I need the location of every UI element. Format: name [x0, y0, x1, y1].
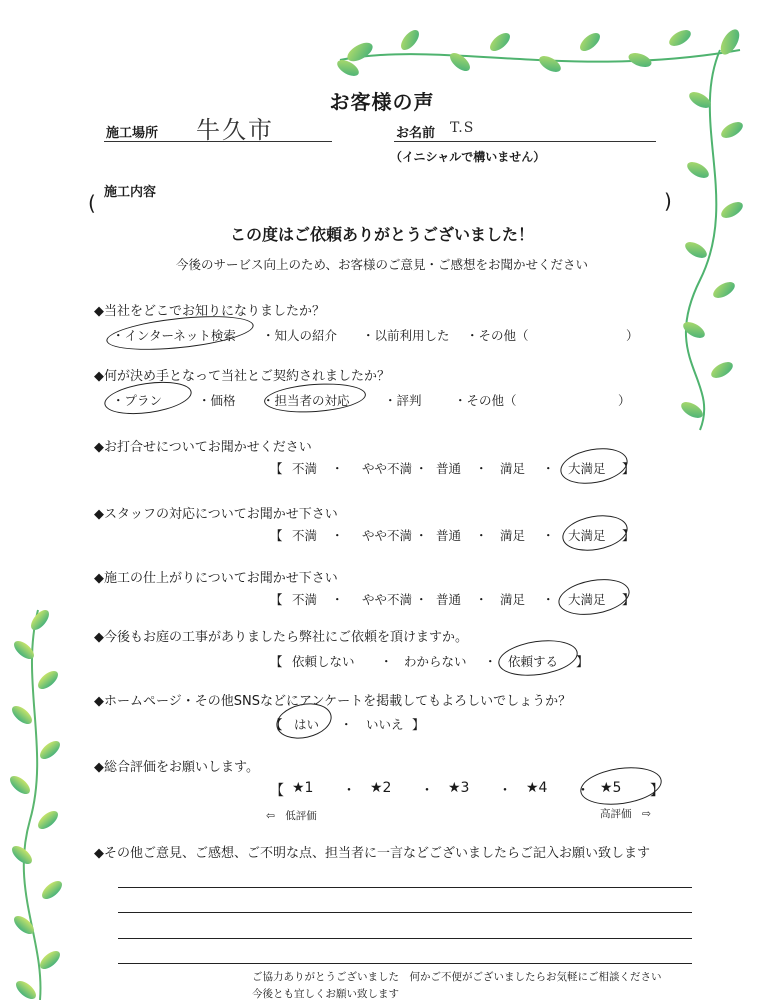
q8-option-star1[interactable]: ★1: [292, 780, 314, 796]
work-paren-close: ): [664, 189, 672, 213]
q5-text: ◆施工の仕上がりについてお聞かせ下さい: [94, 571, 338, 586]
q4-text: ◆スタッフの対応についてお聞かせ下さい: [94, 507, 338, 522]
comment-line-2[interactable]: [118, 912, 692, 913]
q1-text: ◆当社をどこでお知りになりましたか？: [94, 304, 325, 319]
q1-option-previous[interactable]: ・以前利用した: [362, 328, 450, 343]
vine-decoration-bottom-left: [0, 600, 90, 1000]
q4-option-somewhat-dissatisfied[interactable]: やや不満: [362, 528, 413, 543]
q2-option-other[interactable]: ・その他（: [454, 393, 517, 408]
q6-option-unsure[interactable]: わからない: [404, 654, 467, 669]
name-underline: [394, 141, 656, 142]
q3-bracket-open: 【: [270, 461, 283, 476]
q8-low-label: ⇦ 低評価: [266, 810, 317, 822]
q3-option-very-satisfied[interactable]: 大満足: [568, 461, 606, 476]
q4-dot: ・: [475, 528, 488, 543]
name-label: お名前: [396, 126, 436, 141]
q1-option-other-close: ）: [626, 328, 639, 343]
q4-option-satisfied[interactable]: 満足: [500, 528, 526, 543]
comment-line-3[interactable]: [118, 938, 692, 939]
q7-bracket-open: 【: [270, 717, 283, 732]
q7-option-no[interactable]: いいえ: [366, 717, 404, 732]
q8-answer-circle: [578, 762, 664, 809]
q2-option-reputation[interactable]: ・評判: [384, 393, 422, 408]
thanks-heading: この度はご依頼ありがとうございました！: [229, 225, 534, 244]
q7-option-yes[interactable]: はい: [294, 717, 320, 732]
q2-option-price[interactable]: ・価格: [198, 393, 236, 408]
q3-dot: ・: [475, 461, 488, 476]
q1-option-other[interactable]: ・その他（: [466, 328, 529, 343]
q3-option-dissatisfied[interactable]: 不満: [292, 461, 318, 476]
q4-answer-circle: [560, 511, 631, 556]
work-paren-open: (: [88, 191, 96, 215]
q6-option-no[interactable]: 依頼しない: [292, 654, 355, 669]
q6-bracket-close: 】: [576, 654, 589, 669]
q3-dot: ・: [542, 461, 555, 476]
q6-dot: ・: [484, 654, 497, 669]
q3-answer-circle: [558, 443, 631, 488]
q8-dot: ・: [576, 783, 590, 799]
comment-line-1[interactable]: [118, 887, 692, 888]
q5-answer-circle: [556, 574, 633, 620]
q6-answer-circle: [496, 636, 580, 681]
q4-option-very-satisfied[interactable]: 大満足: [568, 528, 606, 543]
q6-text: ◆今後もお庭の工事がありましたら弊社にご依頼を頂けますか。: [94, 630, 468, 645]
comment-line-4[interactable]: [118, 963, 692, 964]
q7-dot: ・: [340, 717, 353, 732]
q5-option-neutral[interactable]: 普通: [436, 592, 462, 607]
q8-bracket-close: 】: [650, 783, 664, 799]
q5-dot: ・: [415, 592, 428, 607]
q4-option-dissatisfied[interactable]: 不満: [292, 528, 318, 543]
site-label: 施工場所: [106, 126, 159, 141]
q7-bracket-close: 】: [412, 717, 425, 732]
q8-high-label: 高評価 ⇨: [600, 808, 651, 820]
q5-option-satisfied[interactable]: 満足: [500, 592, 526, 607]
site-value-handwritten: 牛久市: [196, 116, 274, 144]
q7-text: ◆ホームページ・その他SNSなどにアンケートを掲載してもよろしいでしょうか？: [94, 694, 572, 709]
q5-bracket-open: 【: [270, 592, 283, 607]
q8-text: ◆総合評価をお願いします。: [94, 760, 259, 775]
q5-option-very-satisfied[interactable]: 大満足: [568, 592, 606, 607]
subtitle: 今後のサービス向上のため、お客様のご意見・ご感想をお聞かせください: [175, 257, 588, 272]
q4-dot: ・: [331, 528, 344, 543]
q3-bracket-close: 】: [622, 461, 635, 476]
q3-option-satisfied[interactable]: 満足: [500, 461, 526, 476]
work-label: 施工内容: [104, 185, 157, 200]
name-value-handwritten: T.S: [450, 120, 475, 136]
q2-option-staff[interactable]: ・担当者の対応: [262, 393, 350, 408]
q4-option-neutral[interactable]: 普通: [436, 528, 462, 543]
q3-dot: ・: [331, 461, 344, 476]
q8-dot: ・: [342, 783, 356, 799]
q8-bracket-open: 【: [270, 783, 284, 799]
q4-bracket-close: 】: [622, 528, 635, 543]
q8-option-star5[interactable]: ★5: [600, 780, 622, 796]
footer-line-2: 今後とも宜しくお願い致します: [252, 988, 399, 1000]
q3-dot: ・: [415, 461, 428, 476]
q8-dot: ・: [498, 783, 512, 799]
q4-dot: ・: [415, 528, 428, 543]
footer-line-1: ご協力ありがとうございました 何かご不便がございましたらお気軽にご相談ください: [252, 971, 662, 983]
q6-dot: ・: [380, 654, 393, 669]
q8-option-star3[interactable]: ★3: [448, 780, 470, 796]
initial-note: （イニシャルで構いません）: [390, 150, 546, 164]
q8-option-star2[interactable]: ★2: [370, 780, 392, 796]
q5-option-dissatisfied[interactable]: 不満: [292, 592, 318, 607]
q9-text: ◆その他ご意見、ご感想、ご不明な点、担当者に一言などございましたらご記入お願い致します: [94, 846, 650, 861]
q5-bracket-close: 】: [622, 592, 635, 607]
site-underline: [104, 141, 332, 142]
q4-bracket-open: 【: [270, 528, 283, 543]
q5-dot: ・: [542, 592, 555, 607]
q6-option-yes[interactable]: 依頼する: [508, 654, 559, 669]
q2-option-other-close: ）: [618, 393, 631, 408]
q3-option-somewhat-dissatisfied[interactable]: やや不満: [362, 461, 413, 476]
q1-option-referral[interactable]: ・知人の紹介: [262, 328, 338, 343]
q1-option-internet[interactable]: ・インターネット検索: [112, 328, 236, 343]
q2-text: ◆何が決め手となって当社とご契約されましたか？: [94, 369, 390, 384]
q4-dot: ・: [542, 528, 555, 543]
q3-option-neutral[interactable]: 普通: [436, 461, 462, 476]
q2-option-plan[interactable]: ・プラン: [112, 393, 163, 408]
q8-option-star4[interactable]: ★4: [526, 780, 548, 796]
q5-dot: ・: [331, 592, 344, 607]
page-title: お客様の声: [329, 90, 435, 114]
q5-dot: ・: [475, 592, 488, 607]
q6-bracket-open: 【: [270, 654, 283, 669]
q8-dot: ・: [420, 783, 434, 799]
q5-option-somewhat-dissatisfied[interactable]: やや不満: [362, 592, 413, 607]
q3-text: ◆お打合せについてお聞かせください: [94, 440, 312, 455]
